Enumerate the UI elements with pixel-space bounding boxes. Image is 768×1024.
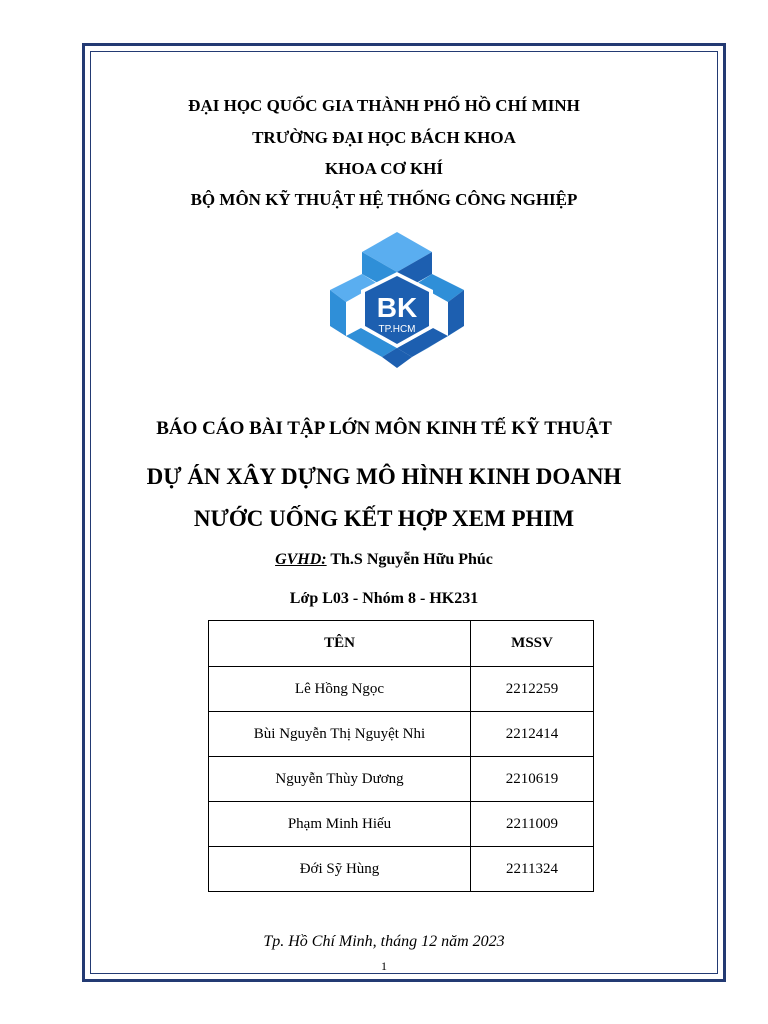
- member-mssv: 2211009: [471, 802, 594, 847]
- table-row: [209, 667, 594, 712]
- table-row: [209, 802, 594, 847]
- faculty-name: KHOA CƠ KHÍ: [324, 159, 444, 178]
- report-subject: BÁO CÁO BÀI TẬP LỚN MÔN KINH TẾ KỸ THUẬT: [156, 418, 612, 439]
- school-name: TRƯỜNG ĐẠI HỌC BÁCH KHOA: [252, 128, 516, 147]
- member-name: Bùi Nguyễn Thị Nguyệt Nhi: [209, 712, 471, 757]
- place-date: Tp. Hồ Chí Minh, tháng 12 năm 2023: [263, 933, 505, 950]
- report-title-line1: DỰ ÁN XÂY DỰNG MÔ HÌNH KINH DOANH: [146, 464, 622, 489]
- header-mssv: MSSV: [471, 621, 594, 667]
- class-info: Lớp L03 - Nhóm 8 - HK231: [289, 590, 479, 607]
- university-name: ĐẠI HỌC QUỐC GIA THÀNH PHỐ HỒ CHÍ MINH: [188, 96, 580, 115]
- table-header-row: [209, 621, 594, 667]
- member-mssv: 2212414: [471, 712, 594, 757]
- advisor-line: [0, 551, 768, 569]
- logo-text-bk: BK: [376, 292, 418, 323]
- report-title-line2: NƯỚC UỐNG KẾT HỢP XEM PHIM: [193, 506, 575, 531]
- bk-logo: [330, 232, 464, 368]
- member-name: Lê Hồng Ngọc: [209, 667, 471, 712]
- member-name: Phạm Minh Hiếu: [209, 802, 471, 847]
- header-name: TÊN: [209, 621, 471, 667]
- department-name: BỘ MÔN KỸ THUẬT HỆ THỐNG CÔNG NGHIỆP: [190, 190, 578, 209]
- members-table: [208, 620, 594, 892]
- table-row: [209, 757, 594, 802]
- logo-text-city: TP.HCM: [378, 324, 416, 335]
- member-name: Đới Sỹ Hùng: [209, 847, 471, 892]
- table-row: [209, 847, 594, 892]
- advisor-label: GVHD:: [275, 551, 327, 568]
- member-mssv: 2211324: [471, 847, 594, 892]
- page-number: 1: [381, 959, 387, 973]
- member-mssv: 2210619: [471, 757, 594, 802]
- member-name: Nguyễn Thùy Dương: [209, 757, 471, 802]
- member-mssv: 2212259: [471, 667, 594, 712]
- advisor-name: Th.S Nguyễn Hữu Phúc: [330, 551, 493, 568]
- table-row: [209, 712, 594, 757]
